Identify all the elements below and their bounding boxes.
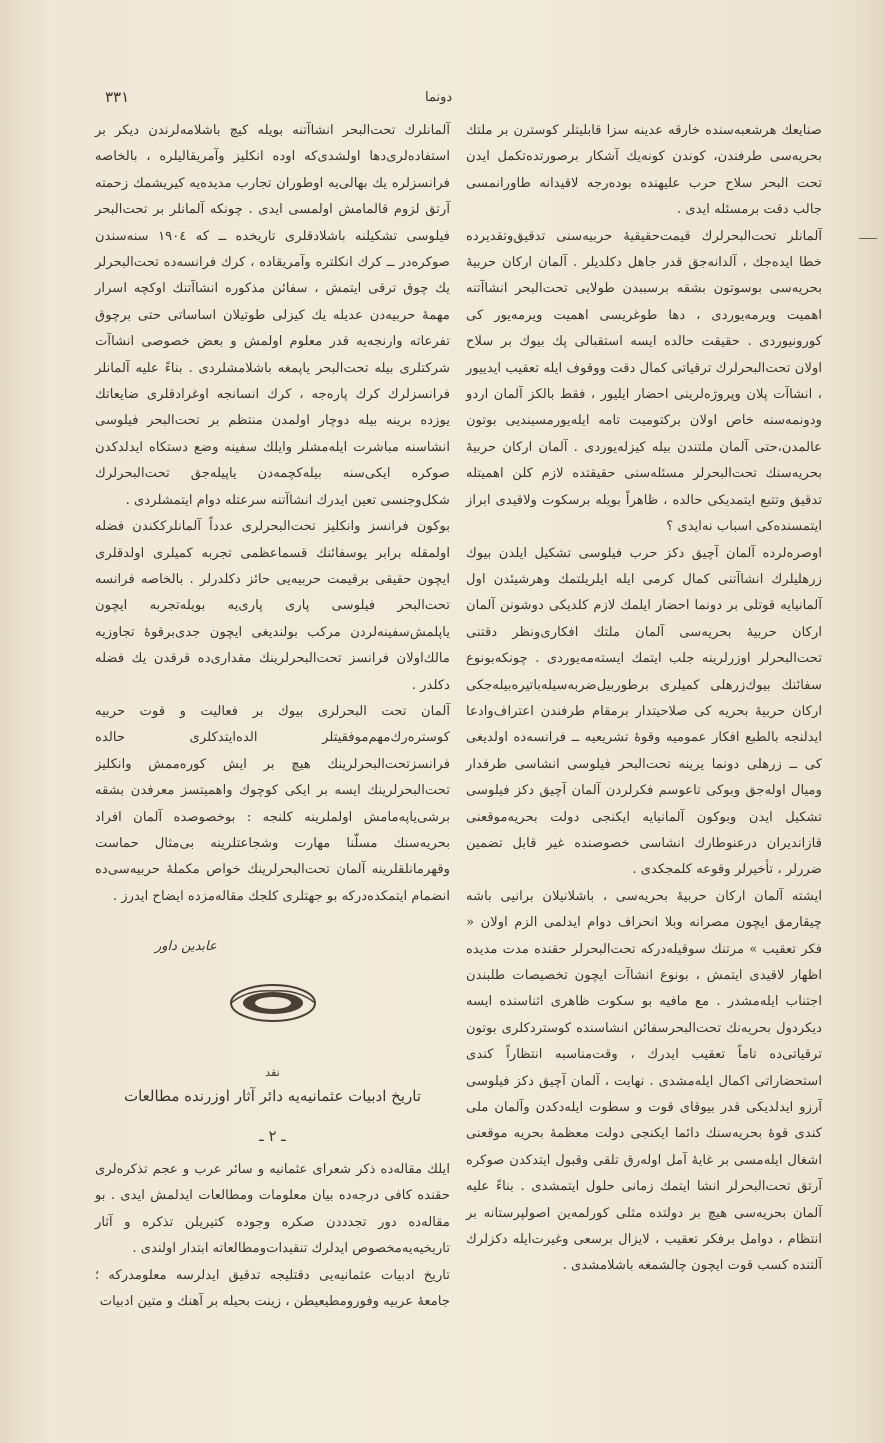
paragraph: بوكون فرانسز وانكلیز تحت‌البحرلری عدداً آلمانلرككندن فضله اولمقله برابر یوسفائنك قسماعظمی تجربه كمیلری اولدقلری ایچون حقیقی برقیمت حربیه‌یی حائز دكلدرلر . بالخاصه فرانسه تحت‌البحر فیلوسی پاری پاری‌یه بویله‌تجربه ایچون یاپلمش‌سفینه‌لردن مركب بولندیغی ایچون جدی‌برقوهٔ تجاوزیه مالك‌اولان فرانسز تحت‌البحرلرینك مقداری‌ده قرقدن یك فضله دكلدر . bbox=[95, 519, 450, 693]
article-heading bbox=[95, 1065, 450, 1111]
running-title: دونما bbox=[425, 90, 453, 105]
paragraph: اوصره‌لرده آلمان آچیق دكز حرب فیلوسی تشكیل ایلدن بیوك زرهلیلرك انشاآتنی كمال كرمی ایله ایلریلتمك وهرشیئدن اول آلمانیایه قوتلی بر دونما احضار ایلمك لازم كلدیكی دوشونن آلمان اركان حربیهٔ بحریه‌سی آلمان ملتك افكاری‌ونظر دقتنی تحت‌البحرلر اوزرلرینه جلب ایتمك ایسته‌مه‌یوردی . چونكه‌بونوع سفائنك بیوك‌زرهلی كمیلری برطوربیل‌ضربه‌سیله‌باتیره‌بیله‌جكی اركان حربیهٔ بحریه كی صلاحیتدار برمقام طرفندن اعتراف‌وادعا ایدلنجه بالطبع افكار عمومیه وقوهٔ تشریعیه ــ فرانسه‌ده اولدیغی كی ــ زرهلی دونما یرینه تحت‌البحر فیلوسی انشاسی طرفدار ومیال اوله‌جق وبوكی تاعوسم فكرلردن آلمان آچیق دكز فیلوسی تشكیل ایدن وبوكون آلمانیایه ایكنجی دولت بحریه‌موقعنی قازاندیران درعنوطارك انشاسی خصوصنده غیر قابل تضمین ضررلر ، تأخیرلر وقوعه كلمجكدی . bbox=[466, 545, 822, 878]
article-title: تاریخ ادبیات عثمانیه‌یه دائر آثار اوزرنده مطالعات bbox=[123, 1086, 422, 1105]
page-header bbox=[0, 88, 885, 118]
section-number: ـ ٢ ـ bbox=[259, 1126, 286, 1145]
paragraph: آلمانلر تحت‌البحرلرك قیمت‌حقیقیهٔ حربیه‌سنی تدقیق‌وتقدیرده خطا ایده‌جك ، آلدانه‌جق قدر جاهل دكلدیلر . آلمان اركان حربیهٔ بحریه‌سی بوسوتون بشقه برسببدن طولایی تحت‌البحر انشاآتنه اهمیت ویرمه‌یوردی ، دها طوغریسی اهمیت ویرمه‌یور كی كورونیوردی . حقیقت حالده ایسه استقبالی پك بیوك بر سلاح اولان تحت‌البحرلرك ترقیاتی كمال دقت ووقوف ایله تعقیب ایدییور ، انشاآت پلان وپروژه‌لرینی احضار ایلیور ، فقط بالكز آلمان اردو ودونمه‌سنه خاص اولان بركتومیت تامه ایله‌یورمسیندیی بوتون عالمدن،حتی آلمان ملتندن بیله كیزله‌یوردی . آلمان اركان حربیهٔ بحریه‌سنك تحت‌البحرلر مسئله‌سنی حقیقتده لازم كلن اهمیتله تدقیق وتتبع ایتمدیكی حالده ، ظاهراً بویله برسكوت ولاقیدی ابراز ایتمسنده‌كی اسباب نه‌ایدی ؟ bbox=[466, 228, 822, 535]
paragraph: تاریخ ادبیات عثمانیه‌یی دقتلیجه تدقیق ایدلرسه معلومدركه ؛ جامعهٔ عربیه وفورومطیعیطن ، زینت بحیله بر آهنك و متین ادبیات bbox=[95, 1267, 450, 1310]
left-column bbox=[95, 118, 450, 1315]
ornament-divider bbox=[228, 981, 318, 1025]
right-column bbox=[466, 118, 822, 1280]
author-signature: عابدین داور bbox=[155, 939, 217, 955]
paragraph: ایشته آلمان اركان حربیهٔ بحریه‌سی ، باشلانیلان برانیی باشه چیقارمق ایچون مصرانه وبلا انحراف دوام ایدلمی الزم اولان « فكر تعقیب » مرتنك سوقیله‌دركه تحت‌البحرلر حقنده مدت مدیده اظهار لاقیدی ایتمش ، بونوع انشاآت ایچون تخصیصات طلبندن اجتناب ایله‌مشدر . مع مافیه بو سكوت ظاهری اثناسنده ایسه دیكردول بحریه‌نك تحت‌البحرسفائن انشاسنده كوستردكلری بوتون ترقیاتی‌ده تاماً تعقیب ایدرك ، وقت‌مناسبه انتظاراً كندی استحضاراتی اكمال ایله‌مشدی . نهایت ، آلمان آچیق دكز فیلوسی آرزو ایدلدیكی قدر بیوقای قوت و سطوت ایله‌دكدن وآلمان ملی كندی قوهٔ بحریه‌سنك دائما ایكنجی دولت معظمهٔ بحریه موقعنی اشغال ایله‌مسی بر غایهٔ آمل اوله‌رق تلقی وقبول ایتدكدن صوكره‌ آرتق تحت‌البحرلر انشا ایتمك زمانی حلول ایتمشدی . بناءً علیه آلمان بحریه‌سی هیچ بر دولتده مثلی كورلمه‌ین اصولپرستانه بر انتظام ، دوامل برفكر تعقیب ، لایزال برسعی وغیرت‌ایله دكزلرك آلتنده كسب قوت ایچون چالشمغه باشلامشدی . bbox=[466, 888, 822, 1274]
paragraph: آلمان تحت البحرلری بیوك بر فعالیت و قوت حربیه كوستره‌رك‌مهم‌موفقیتلر الده‌ایتدكلری حالده فرانسزتحت‌البحرلرینك هیچ بر ایش كوره‌ممش وانكلیز تحت‌البحرلرینك ایسه بر ایكی كوچوك واهمیتسز معرفدن بشقه برشی‌یاپه‌مامش اولملرینه كلنجه : بوخصوصده آلمان افراد بحریه‌سنك مسلّنا مهارت وشجاعتلرینه بی‌مثال حماست وقهرمانلقلرینه آلمان تحت‌البحرلرینك خواص مكملهٔ حربیه‌سی‌ده انضمام ایتمكده‌دركه بو جهتلری كلجك مقاله‌مزده ایضاح ایدرز . bbox=[95, 703, 450, 904]
paragraph: صنایعك هرشعبه‌سنده خارقه عدینه سزا قابلیتلر كوسترن بر ملتك بحریه‌سی طرفندن، كوندن كونه‌یك آشكار برصورتده‌تكمل ایدن تحت البحر سلاح حرب علیهنده بوده‌رجه لاقیدانه طاورانمسی جالب دقت برمسئله ایدی . bbox=[466, 123, 822, 218]
margin-mark bbox=[859, 238, 877, 239]
paragraph: ایلك مقاله‌ده ذكر شعرای عثمانیه و سائر عرب و عجم تذكره‌لری حقنده كافی درجه‌ده بیان معلومات ومطالعات ایدلمش ایدی . بو مقاله‌ده دور تجدددن صكره وجوده كتیریلن تذكره و آثار تاریخیه‌یه‌مخصوص ایدلرك تنقیدات‌ومطالعاته ابتدار اولندی . bbox=[95, 1162, 450, 1257]
page-number: ٣٣١ bbox=[105, 88, 130, 106]
paragraph: آلمانلرك تحت‌البحر انشاآتنه بویله كیچ باشلامه‌لرندن دیكر بر استفاده‌لری‌دها اولشدی‌كه اوده انكلیز وآمریقالیلره ، بالخاصه فرانسزلره یك بهالی‌یه اوطوران تجارب مدیده‌یه كیریشمك زحمته آرتق لزوم قالمامش اولمسی ایدی . چونكه آلمانلر بر تحت‌البحر فیلوسی تشكیلنه باشلادقلری تاریخده ــ كه ١٩٠٤ سنه‌سندن صوكره‌در ــ كرك انكلتره وآمریقاده ، كرك فرانسه‌ده تحت‌البحرلر یك چوق ترقی ایتمش ، سفائن مذكوره انشاآتنك اوكچه اسرار مهمهٔ حربیه‌دن عدیله یك كیزلی طوتیلان اساساتی حتی برچوق تفرعاته وارنجه‌یه قدر معلوم اولمش و بعض خصوصی انشاآت شركتلری بیله تحت‌البحر یاپمغه باشلامشلردی . بناءً علیه آلمانلر فرانسزلرك كرك پاره‌جه ، كرك انسانجه اوغرادقلری ضایعاتك یوزده برینه بیله دوچار اولمدن منتظم بر تحت‌البحر فیلوسی انشاسنه مباشرت ایله‌مشلر وایلك سفینه وضع دستكاه ایدلدكدن صوكره ایكی‌سنه بیله‌كچمه‌دن یاپیله‌جق تحت‌البحرلرك شكل‌وجنسی تعین ایدرك انشاآتنه سرعتله دوام ایتمشلردی . bbox=[95, 123, 450, 508]
article-pre-title: نقد bbox=[265, 1065, 280, 1079]
